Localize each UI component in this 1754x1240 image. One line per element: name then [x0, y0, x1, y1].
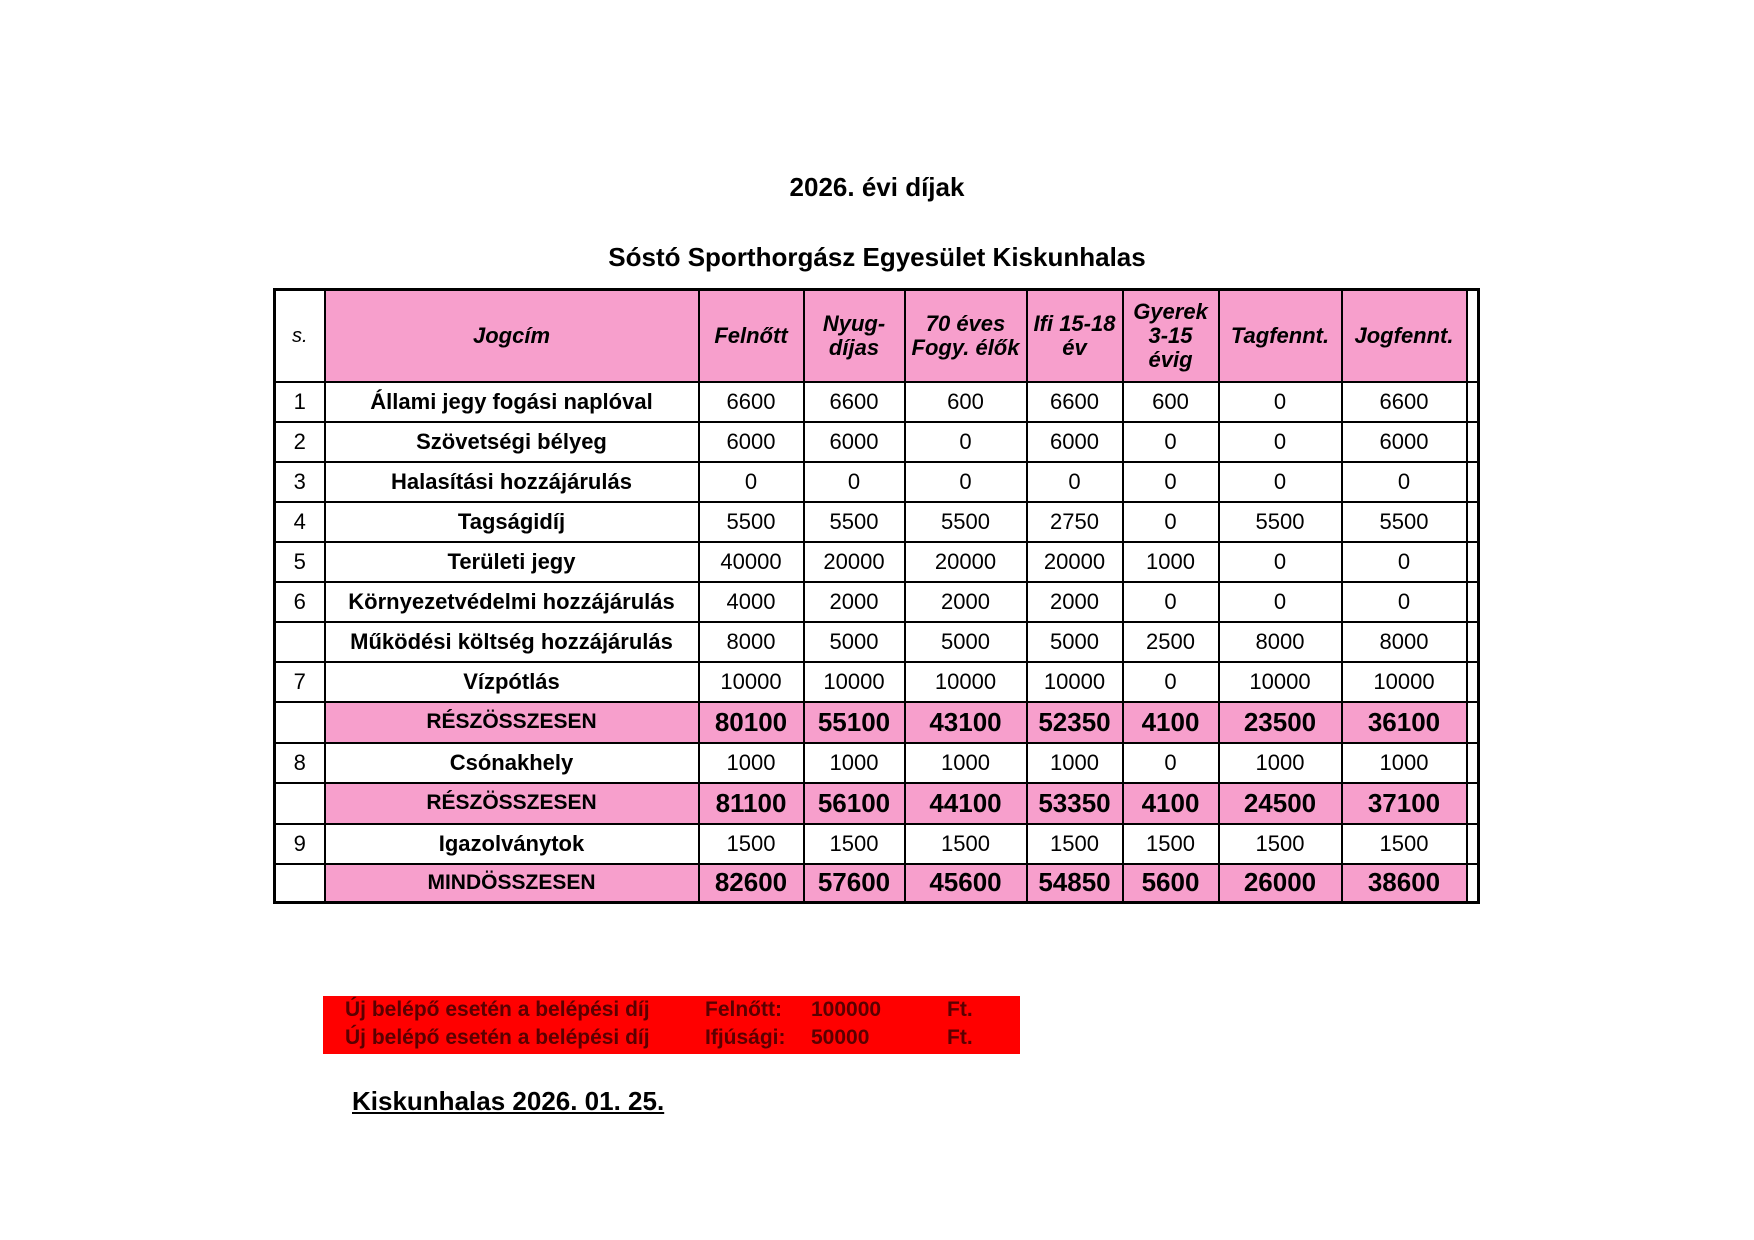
fee-cell: 4000	[699, 582, 804, 622]
table-row	[275, 542, 1479, 582]
row-number: 6	[275, 582, 325, 622]
fee-cell: 1500	[699, 824, 804, 864]
fee-cell: 1000	[1342, 743, 1467, 783]
fee-cell: 8000	[1342, 622, 1467, 662]
table-header-row	[275, 290, 1479, 382]
fee-cell: 0	[1219, 582, 1342, 622]
table-row	[275, 422, 1479, 462]
fee-cell: 5000	[1027, 622, 1123, 662]
table-row	[275, 622, 1479, 662]
fee-cell: 600	[905, 382, 1027, 422]
fee-cell: 5500	[905, 502, 1027, 542]
club-name: Sóstó Sporthorgász Egyesület Kiskunhalas	[608, 242, 1146, 272]
header-ifi: Ifi 15-18 év	[1027, 290, 1123, 382]
table-row	[275, 582, 1479, 622]
entry-fee-category: Felnőtt:	[705, 998, 782, 1021]
row-number	[275, 702, 325, 743]
spacer-cell	[1467, 662, 1479, 702]
entry-fee-text: Új belépő esetén a belépési díj	[345, 998, 650, 1021]
fee-cell: 40000	[699, 542, 804, 582]
row-number: 1	[275, 382, 325, 422]
row-number: 8	[275, 743, 325, 783]
fee-cell: 23500	[1219, 702, 1342, 743]
table-row	[275, 382, 1479, 422]
fee-cell: 6000	[699, 422, 804, 462]
fee-cell: 6600	[699, 382, 804, 422]
fee-cell: 36100	[1342, 702, 1467, 743]
fee-cell: 4100	[1123, 702, 1219, 743]
header-tagfennt: Tagfennt.	[1219, 290, 1342, 382]
fee-cell: 45600	[905, 864, 1027, 903]
spacer-cell	[1467, 702, 1479, 743]
row-label: RÉSZÖSSZESEN	[325, 702, 699, 743]
header-jogcim: Jogcím	[325, 290, 699, 382]
fee-cell: 81100	[699, 783, 804, 824]
row-label: Területi jegy	[325, 542, 699, 582]
fee-cell: 53350	[1027, 783, 1123, 824]
header-gyerek: Gyerek 3-15 évig	[1123, 290, 1219, 382]
fee-cell: 54850	[1027, 864, 1123, 903]
fee-cell: 20000	[1027, 542, 1123, 582]
spacer-cell	[1467, 824, 1479, 864]
fee-cell: 6600	[1342, 382, 1467, 422]
fee-cell: 57600	[804, 864, 905, 903]
fee-cell: 10000	[699, 662, 804, 702]
row-label: Vízpótlás	[325, 662, 699, 702]
fee-cell: 26000	[1219, 864, 1342, 903]
fee-cell: 0	[1027, 462, 1123, 502]
fee-cell: 0	[1123, 462, 1219, 502]
row-number: 3	[275, 462, 325, 502]
fee-cell: 5500	[699, 502, 804, 542]
entry-fee-box	[323, 996, 1020, 1054]
fee-cell: 2750	[1027, 502, 1123, 542]
spacer-cell	[1467, 422, 1479, 462]
fee-cell: 0	[1342, 582, 1467, 622]
fee-cell: 0	[699, 462, 804, 502]
spacer-cell	[1467, 783, 1479, 824]
table-row	[275, 743, 1479, 783]
fee-cell: 10000	[804, 662, 905, 702]
fee-cell: 80100	[699, 702, 804, 743]
spacer-cell	[1467, 622, 1479, 662]
spacer-cell	[1467, 582, 1479, 622]
fee-cell: 0	[1123, 743, 1219, 783]
fee-cell: 10000	[905, 662, 1027, 702]
header-nyugdijas: Nyug- díjas	[804, 290, 905, 382]
row-number	[275, 783, 325, 824]
header-spacer	[1467, 290, 1479, 382]
spacer-cell	[1467, 743, 1479, 783]
fee-cell: 6600	[1027, 382, 1123, 422]
fee-cell: 6600	[804, 382, 905, 422]
fee-cell: 2000	[905, 582, 1027, 622]
row-number: 9	[275, 824, 325, 864]
fee-cell: 2000	[804, 582, 905, 622]
row-label: RÉSZÖSSZESEN	[325, 783, 699, 824]
row-label: Csónakhely	[325, 743, 699, 783]
fee-cell: 1000	[905, 743, 1027, 783]
subtotal-row	[275, 702, 1479, 743]
entry-fee-unit: Ft.	[947, 998, 973, 1021]
row-label: Állami jegy fogási naplóval	[325, 382, 699, 422]
fee-cell: 2500	[1123, 622, 1219, 662]
entry-fee-category: Ifjúsági:	[705, 1026, 786, 1049]
entry-fee-amount: 100000	[811, 998, 882, 1021]
row-number	[275, 864, 325, 903]
spacer-cell	[1467, 382, 1479, 422]
fee-cell: 5500	[1219, 502, 1342, 542]
row-label: Szövetségi bélyeg	[325, 422, 699, 462]
row-label: Tagságidíj	[325, 502, 699, 542]
fee-cell: 1500	[1027, 824, 1123, 864]
row-label: MINDÖSSZESEN	[325, 864, 699, 903]
fee-cell: 5000	[804, 622, 905, 662]
fee-cell: 20000	[804, 542, 905, 582]
fee-cell: 0	[905, 462, 1027, 502]
fee-cell: 1500	[1123, 824, 1219, 864]
entry-fee-text: Új belépő esetén a belépési díj	[345, 1026, 650, 1049]
row-label: Környezetvédelmi hozzájárulás	[325, 582, 699, 622]
fee-cell: 38600	[1342, 864, 1467, 903]
fee-cell: 5500	[804, 502, 905, 542]
row-number: 7	[275, 662, 325, 702]
fee-cell: 1000	[1027, 743, 1123, 783]
fee-cell: 1000	[804, 743, 905, 783]
row-label: Igazolványtok	[325, 824, 699, 864]
header-jogfennt: Jogfennt.	[1342, 290, 1467, 382]
fee-cell: 5500	[1342, 502, 1467, 542]
spacer-cell	[1467, 502, 1479, 542]
fee-cell: 24500	[1219, 783, 1342, 824]
row-number: 4	[275, 502, 325, 542]
row-label: Működési költség hozzájárulás	[325, 622, 699, 662]
spacer-cell	[1467, 864, 1479, 903]
fee-cell: 52350	[1027, 702, 1123, 743]
fee-cell: 1000	[1123, 542, 1219, 582]
fee-cell: 0	[1219, 542, 1342, 582]
fee-cell: 6000	[1342, 422, 1467, 462]
fee-cell: 0	[1219, 382, 1342, 422]
row-label: Halasítási hozzájárulás	[325, 462, 699, 502]
fee-cell: 6000	[1027, 422, 1123, 462]
fee-cell: 1000	[699, 743, 804, 783]
fee-cell: 4100	[1123, 783, 1219, 824]
table-row	[275, 462, 1479, 502]
fee-cell: 0	[1219, 462, 1342, 502]
fee-cell: 1500	[1342, 824, 1467, 864]
entry-fee-amount: 50000	[811, 1026, 870, 1049]
fee-cell: 1500	[905, 824, 1027, 864]
fee-cell: 44100	[905, 783, 1027, 824]
page-title: 2026. évi díjak	[789, 172, 965, 202]
fee-table	[273, 288, 1480, 904]
fee-cell: 8000	[1219, 622, 1342, 662]
header-sno: s.	[275, 290, 325, 382]
fee-cell: 6000	[804, 422, 905, 462]
table-row	[275, 824, 1479, 864]
fee-cell: 0	[1123, 422, 1219, 462]
fee-cell: 0	[1123, 502, 1219, 542]
fee-cell: 0	[1342, 542, 1467, 582]
grand-total-row	[275, 864, 1479, 903]
fee-cell: 1500	[804, 824, 905, 864]
entry-fee-adult	[323, 996, 1020, 1024]
fee-cell: 1000	[1219, 743, 1342, 783]
fee-cell: 0	[1123, 662, 1219, 702]
entry-fee-youth	[323, 1024, 1020, 1052]
fee-cell: 600	[1123, 382, 1219, 422]
fee-cell: 10000	[1342, 662, 1467, 702]
fee-cell: 5000	[905, 622, 1027, 662]
row-number	[275, 622, 325, 662]
header-felnott: Felnőtt	[699, 290, 804, 382]
subtotal-row	[275, 783, 1479, 824]
table-row	[275, 502, 1479, 542]
fee-cell: 82600	[699, 864, 804, 903]
fee-cell: 0	[804, 462, 905, 502]
fee-cell: 0	[1342, 462, 1467, 502]
spacer-cell	[1467, 462, 1479, 502]
header-70-eves: 70 éves Fogy. élők	[905, 290, 1027, 382]
fee-cell: 2000	[1027, 582, 1123, 622]
entry-fee-unit: Ft.	[947, 1026, 973, 1049]
row-number: 2	[275, 422, 325, 462]
row-number: 5	[275, 542, 325, 582]
fee-cell: 20000	[905, 542, 1027, 582]
fee-cell: 5600	[1123, 864, 1219, 903]
fee-cell: 8000	[699, 622, 804, 662]
place-and-date: Kiskunhalas 2026. 01. 25.	[352, 1086, 665, 1116]
fee-cell: 43100	[905, 702, 1027, 743]
fee-cell: 37100	[1342, 783, 1467, 824]
fee-cell: 56100	[804, 783, 905, 824]
fee-cell: 0	[1219, 422, 1342, 462]
fee-cell: 10000	[1219, 662, 1342, 702]
fee-cell: 1500	[1219, 824, 1342, 864]
fee-cell: 0	[905, 422, 1027, 462]
fee-cell: 10000	[1027, 662, 1123, 702]
table-row	[275, 662, 1479, 702]
spacer-cell	[1467, 542, 1479, 582]
fee-cell: 55100	[804, 702, 905, 743]
fee-cell: 0	[1123, 582, 1219, 622]
